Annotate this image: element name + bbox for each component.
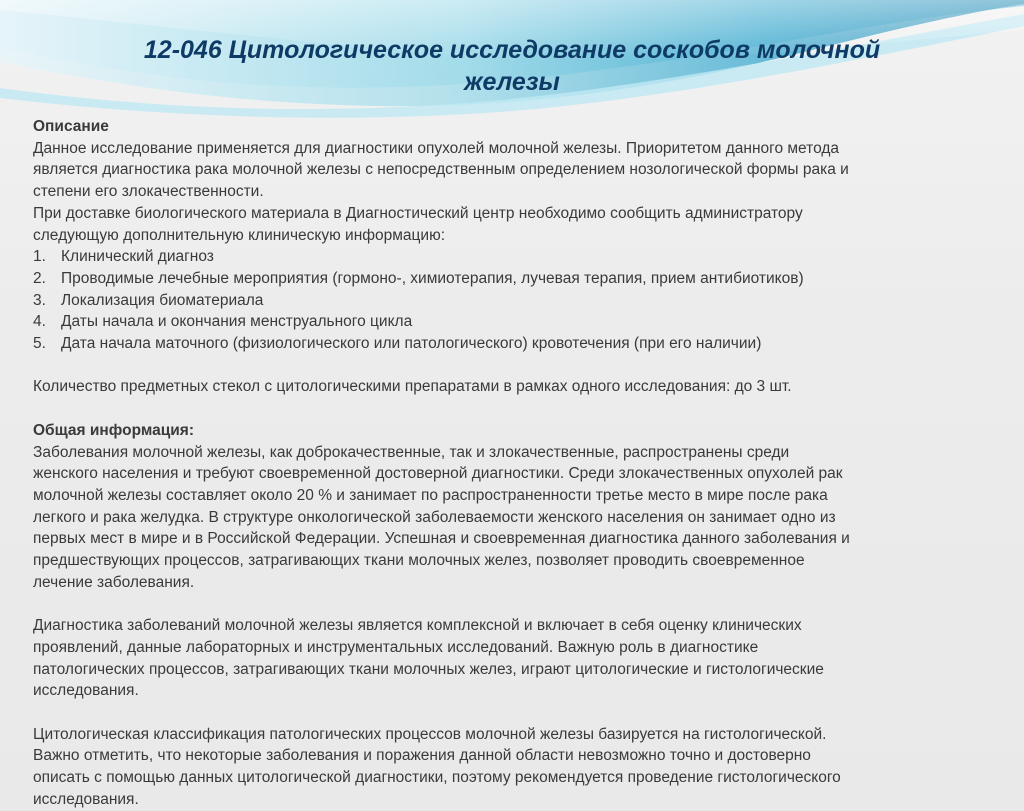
list-item-text: Локализация биоматериала (61, 291, 264, 309)
title-line-1: 12-046 Цитологическое исследование соскобов молочной (143, 36, 881, 64)
spacer (33, 702, 995, 724)
content-body (33, 116, 995, 810)
list-item (33, 311, 995, 333)
general-para3-line: Цитологическая классификация патологических процессов молочной железы базируется на гистологической. (33, 725, 827, 743)
list-item-number: 2. (33, 269, 46, 287)
spacer (33, 398, 995, 420)
description-line: следующую дополнительную клиническую информацию: (33, 226, 446, 244)
list-item (33, 246, 995, 268)
spacer (33, 355, 995, 377)
list-item-text: Проводимые лечебные мероприятия (гормоно-, химиотерапия, лучевая терапия, прием антибиотиков) (61, 269, 804, 287)
list-item (33, 290, 995, 312)
description-heading: Описание (33, 118, 109, 135)
general-para1-line: молочной железы составляет около 20 % и занимает по распространенности третье место в мире после рака (33, 486, 828, 504)
general-para3-line: Важно отметить, что некоторые заболевания и поражения данной области невозможно точно и достоверно (33, 747, 811, 765)
general-para3-line: исследования. (33, 790, 139, 808)
page-title (40, 34, 984, 98)
general-info-heading: Общая информация: (33, 421, 194, 439)
description-line: является диагностика рака молочной железы с непосредственным определением нозологической формы рака и (33, 161, 849, 179)
general-para2-line: Диагностика заболеваний молочной железы является комплексной и включает в себя оценку клинических (33, 617, 802, 635)
description-line: степени его злокачественности. (33, 183, 264, 201)
list-item-number: 3. (33, 291, 46, 309)
list-item-number: 1. (33, 248, 46, 266)
general-para3-line: описать с помощью данных цитологической диагностики, поэтому рекомендуется проведение гистологического (33, 769, 841, 787)
slides-count-text: Количество предметных стекол с цитологическими препаратами в рамках одного исследования: до 3 шт. (33, 378, 792, 396)
list-item-text: Дата начала маточного (физиологического или патологического) кровотечения (при его наличии) (61, 335, 762, 353)
list-item-number: 4. (33, 313, 46, 331)
description-line: Данное исследование применяется для диагностики опухолей молочной железы. Приоритетом данного метода (33, 139, 840, 157)
general-para1-line: первых мест в мире и в Российской Федерации. Успешная и своевременная диагностика данного заболевания и (33, 530, 850, 548)
general-para1-line: женского населения и требуют своевременной достоверной диагностики. Среди злокачественных опухолей рак (33, 465, 843, 483)
clinical-info-list (33, 246, 995, 355)
list-item (33, 333, 995, 355)
description-line: При доставке биологического материала в Диагностический центр необходимо сообщить администратору (33, 204, 803, 222)
title-line-2: железы (464, 68, 560, 96)
general-para2-line: исследования. (33, 682, 139, 700)
general-para2-line: проявлений, данные лабораторных и инструментальных исследований. Важную роль в диагностике (33, 638, 759, 656)
general-para1-line: лечение заболевания. (33, 573, 195, 591)
list-item-text: Клинический диагноз (61, 248, 214, 266)
list-item (33, 268, 995, 290)
general-para1-line: предшествующих процессов, затрагивающих ткани молочных желез, позволяет проводить своевременное (33, 552, 805, 570)
general-para2-line: патологических процессов, затрагивающих ткани молочных желез, играют цитологические и гистологические (33, 660, 824, 678)
general-para1-line: легкого и рака желудка. В структуре онкологической заболеваемости женского населения он занимает одно из (33, 508, 836, 526)
list-item-number: 5. (33, 335, 46, 353)
list-item-text: Даты начала и окончания менструального цикла (61, 313, 413, 331)
general-para1-line: Заболевания молочной железы, как доброкачественные, так и злокачественные, распространены среди (33, 443, 790, 461)
spacer (33, 593, 995, 615)
